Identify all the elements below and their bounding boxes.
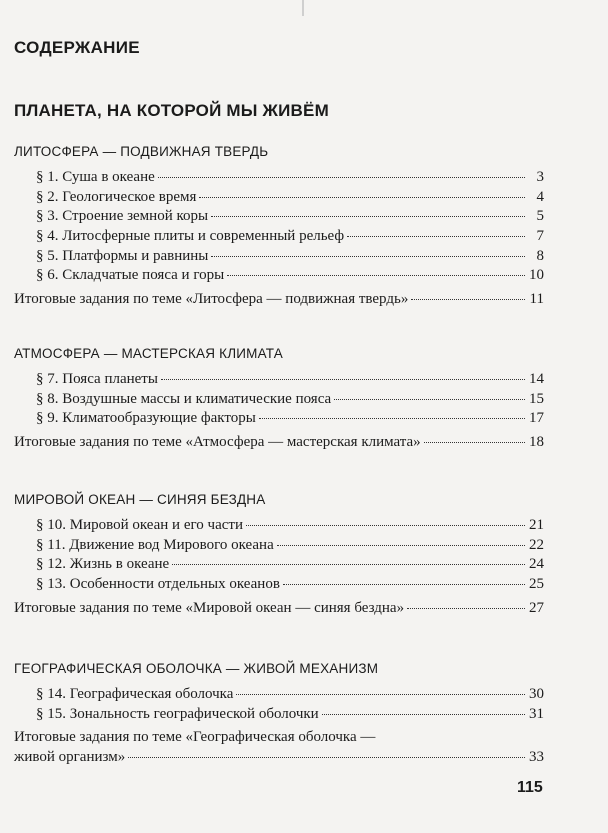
- section-title: ГЕОГРАФИЧЕСКАЯ ОБОЛОЧКА — ЖИВОЙ МЕХАНИЗМ: [14, 661, 379, 676]
- toc-entry[interactable]: [14, 247, 544, 267]
- entry-label: § 15. Зональность географической оболочки: [36, 705, 319, 722]
- dot-leader: [199, 197, 525, 198]
- entry-label: § 6. Складчатые пояса и горы: [36, 267, 225, 284]
- entry-page: 17: [529, 410, 544, 427]
- entry-page: 10: [529, 267, 544, 284]
- toc-entry[interactable]: [14, 227, 544, 247]
- dot-leader: [211, 216, 525, 217]
- summary-label-line1: Итоговые задания по теме «Географическая оболочка —: [14, 729, 376, 746]
- entry-page: 24: [529, 556, 544, 573]
- dot-leader: [161, 379, 525, 380]
- entry-label: § 11. Движение вод Мирового океана: [36, 536, 274, 553]
- toc-summary-entry[interactable]: [14, 433, 544, 453]
- entry-label: § 14. Географическая оболочка: [36, 686, 234, 702]
- toc-section-lithosphere: [14, 142, 544, 310]
- dot-leader: [277, 545, 525, 546]
- contents-title: СОДЕРЖАНИЕ: [14, 38, 140, 57]
- toc-entry[interactable]: [14, 685, 544, 705]
- summary-label: Итоговые задания по теме «Атмосфера — мастерская климата»: [14, 434, 421, 451]
- toc-summary-entry[interactable]: [14, 599, 544, 619]
- entry-page: 15: [529, 390, 544, 407]
- toc-entry[interactable]: [14, 516, 544, 536]
- page-fold-mark: [302, 0, 304, 16]
- entry-label: § 4. Литосферные плиты и современный рельеф: [36, 228, 345, 245]
- dot-leader: [322, 714, 525, 715]
- dot-leader: [259, 418, 525, 419]
- toc-entry[interactable]: [14, 409, 544, 429]
- page-number: 115: [517, 779, 543, 796]
- entry-page: 3: [536, 169, 544, 185]
- entry-page: 14: [529, 371, 544, 387]
- part-title: ПЛАНЕТА, НА КОТОРОЙ МЫ ЖИВЁМ: [14, 101, 329, 120]
- toc-section-ocean: [14, 490, 544, 618]
- entry-label: § 13. Особенности отдельных океанов: [36, 576, 280, 593]
- section-title: АТМОСФЕРА — МАСТЕРСКАЯ КЛИМАТА: [14, 346, 283, 361]
- toc-entry[interactable]: [14, 168, 544, 188]
- entry-label: § 8. Воздушные массы и климатические пояса: [36, 390, 332, 407]
- dot-leader: [172, 564, 525, 565]
- entry-page: 22: [529, 536, 544, 553]
- toc-entry[interactable]: [14, 705, 544, 725]
- entry-page: 5: [536, 208, 544, 225]
- entry-page: 4: [536, 188, 544, 205]
- dot-leader: [236, 694, 525, 695]
- toc-summary-entry[interactable]: [14, 728, 544, 767]
- summary-label-line2: живой организм»: [14, 749, 126, 766]
- entry-page: 31: [529, 705, 544, 722]
- toc-entry[interactable]: [14, 207, 544, 227]
- toc-summary-entry[interactable]: [14, 290, 544, 310]
- toc-section-atmosphere: [14, 344, 544, 453]
- toc-entry[interactable]: [14, 536, 544, 556]
- entry-page: 30: [529, 686, 544, 702]
- dot-leader: [158, 177, 525, 178]
- summary-page: 27: [529, 599, 544, 616]
- entry-label: § 12. Жизнь в океане: [36, 556, 170, 573]
- dot-leader: [246, 525, 525, 526]
- summary-page: 11: [529, 291, 544, 308]
- summary-page: 33: [529, 749, 544, 766]
- toc-entry[interactable]: [14, 555, 544, 575]
- entry-label: § 10. Мировой океан и его части: [36, 517, 243, 533]
- entry-page: 8: [536, 247, 544, 264]
- toc-entry[interactable]: [14, 390, 544, 410]
- dot-leader: [347, 236, 525, 237]
- toc-entry[interactable]: [14, 188, 544, 208]
- entry-label: § 2. Геологическое время: [36, 188, 197, 205]
- toc-entry[interactable]: [14, 370, 544, 390]
- entry-page: 21: [529, 517, 544, 533]
- section-title: ЛИТОСФЕРА — ПОДВИЖНАЯ ТВЕРДЬ: [14, 144, 269, 159]
- dot-leader: [211, 256, 525, 257]
- dot-leader: [411, 299, 525, 300]
- entry-page: 25: [529, 576, 544, 593]
- section-title: МИРОВОЙ ОКЕАН — СИНЯЯ БЕЗДНА: [14, 492, 266, 507]
- toc-entry[interactable]: [14, 575, 544, 595]
- toc-section-geosphere: [14, 659, 544, 768]
- entry-label: § 3. Строение земной коры: [36, 208, 209, 225]
- dot-leader: [334, 399, 525, 400]
- toc-entry[interactable]: [14, 266, 544, 286]
- dot-leader: [227, 275, 525, 276]
- entry-label: § 5. Платформы и равнины: [36, 247, 209, 264]
- summary-line2: [14, 748, 544, 768]
- summary-label: Итоговые задания по теме «Литосфера — подвижная твердь»: [14, 291, 409, 308]
- dot-leader: [128, 757, 525, 758]
- dot-leader: [424, 442, 525, 443]
- entry-label: § 1. Суша в океане: [36, 169, 155, 185]
- entry-label: § 9. Климатообразующие факторы: [36, 410, 256, 427]
- summary-label: Итоговые задания по теме «Мировой океан — синяя бездна»: [14, 599, 405, 616]
- dot-leader: [283, 584, 525, 585]
- summary-page: 18: [529, 434, 544, 451]
- dot-leader: [407, 608, 525, 609]
- entry-page: 7: [536, 228, 544, 245]
- entry-label: § 7. Пояса планеты: [36, 371, 158, 387]
